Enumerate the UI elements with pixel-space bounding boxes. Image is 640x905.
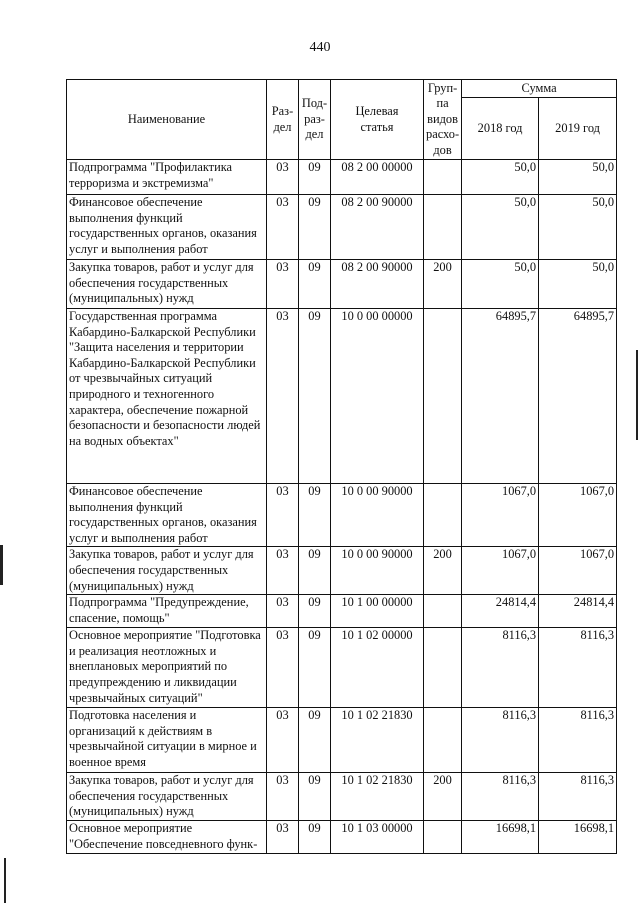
- table-row: [67, 595, 617, 628]
- row-target: 10 1 00 00000: [331, 595, 424, 628]
- header-name: Наименование: [67, 80, 267, 160]
- row-sum-2019: 1067,0: [539, 484, 617, 547]
- row-subsection: 09: [299, 484, 331, 547]
- header-subsection: Под- раз- дел: [299, 80, 331, 160]
- page-number: 440: [309, 40, 331, 55]
- table-body: [67, 160, 617, 854]
- row-name: Финансовое обеспечение выполнения функций государственных органов, оказания услуг и выполнения работ: [67, 484, 267, 547]
- row-section: 03: [267, 195, 299, 260]
- row-sum-2019: 1067,0: [539, 547, 617, 595]
- row-target: 08 2 00 00000: [331, 160, 424, 195]
- row-name: Закупка товаров, работ и услуг для обеспечения государственных (муниципальных) нужд: [67, 773, 267, 821]
- row-expense-group: 200: [424, 547, 462, 595]
- row-name: Закупка товаров, работ и услуг для обеспечения государственных (муниципальных) нужд: [67, 260, 267, 309]
- row-target: 10 1 02 00000: [331, 628, 424, 708]
- header-section: Раз- дел: [267, 80, 299, 160]
- row-target: 08 2 00 90000: [331, 195, 424, 260]
- row-sum-2018: 64895,7: [462, 309, 539, 484]
- row-sum-2018: 1067,0: [462, 547, 539, 595]
- row-target: 10 0 00 00000: [331, 309, 424, 484]
- row-sum-2019: 50,0: [539, 160, 617, 195]
- table-row: [67, 195, 617, 260]
- row-subsection: 09: [299, 820, 331, 853]
- row-target: 10 1 02 21830: [331, 708, 424, 773]
- row-subsection: 09: [299, 309, 331, 484]
- row-sum-2018: 1067,0: [462, 484, 539, 547]
- row-name: Основное мероприятие "Обеспечение повседневного функ-: [67, 820, 267, 853]
- table-row: [67, 820, 617, 853]
- row-section: 03: [267, 820, 299, 853]
- row-subsection: 09: [299, 547, 331, 595]
- row-name: Государственная программа Кабардино-Балкарской Республики "Защита населения и территории Кабардино-Балкарской Республики от чрезвычайных ситуаций природного и техногенного характера, обеспечение пожарной безопасности и безопасности людей на водных объектах": [67, 309, 267, 484]
- row-name: Финансовое обеспечение выполнения функций государственных органов, оказания услуг и выполнения работ: [67, 195, 267, 260]
- row-section: 03: [267, 595, 299, 628]
- row-name: Подпрограмма "Профилактика терроризма и экстремизма": [67, 160, 267, 195]
- row-target: 10 1 02 21830: [331, 773, 424, 821]
- row-subsection: 09: [299, 773, 331, 821]
- row-sum-2018: 16698,1: [462, 820, 539, 853]
- row-target: 08 2 00 90000: [331, 260, 424, 309]
- row-expense-group: 200: [424, 260, 462, 309]
- row-sum-2018: 8116,3: [462, 773, 539, 821]
- row-name: Закупка товаров, работ и услуг для обеспечения государственных (муниципальных) нужд: [67, 547, 267, 595]
- row-expense-group: [424, 160, 462, 195]
- row-section: 03: [267, 547, 299, 595]
- header-year-2019: 2019 год: [539, 98, 617, 160]
- scan-mark-right-edge: [636, 350, 638, 440]
- table-row: [67, 773, 617, 821]
- row-sum-2019: 8116,3: [539, 773, 617, 821]
- row-expense-group: [424, 309, 462, 484]
- row-expense-group: [424, 195, 462, 260]
- row-sum-2018: 8116,3: [462, 708, 539, 773]
- row-subsection: 09: [299, 628, 331, 708]
- table-row: [67, 260, 617, 309]
- row-sum-2019: 8116,3: [539, 708, 617, 773]
- row-subsection: 09: [299, 595, 331, 628]
- row-section: 03: [267, 708, 299, 773]
- row-sum-2018: 24814,4: [462, 595, 539, 628]
- budget-table: [66, 79, 617, 854]
- row-subsection: 09: [299, 260, 331, 309]
- row-target: 10 0 00 90000: [331, 484, 424, 547]
- table-row: [67, 484, 617, 547]
- row-target: 10 0 00 90000: [331, 547, 424, 595]
- row-subsection: 09: [299, 160, 331, 195]
- row-expense-group: [424, 484, 462, 547]
- row-section: 03: [267, 628, 299, 708]
- row-section: 03: [267, 484, 299, 547]
- row-sum-2018: 50,0: [462, 195, 539, 260]
- row-subsection: 09: [299, 195, 331, 260]
- header-target: Целевая статья: [331, 80, 424, 160]
- row-sum-2018: 50,0: [462, 160, 539, 195]
- table-row: [67, 708, 617, 773]
- row-expense-group: [424, 820, 462, 853]
- row-sum-2019: 16698,1: [539, 820, 617, 853]
- table-row: [67, 547, 617, 595]
- row-sum-2019: 8116,3: [539, 628, 617, 708]
- row-target: 10 1 03 00000: [331, 820, 424, 853]
- row-sum-2019: 50,0: [539, 195, 617, 260]
- row-sum-2019: 50,0: [539, 260, 617, 309]
- row-sum-2019: 64895,7: [539, 309, 617, 484]
- row-section: 03: [267, 773, 299, 821]
- row-name: Основное мероприятие "Подготовка и реализация неотложных и внеплановых мероприятий по предупреждению и ликвидации чрезвычайных ситуаций": [67, 628, 267, 708]
- scan-mark-bottom-edge: [4, 858, 6, 903]
- row-expense-group: [424, 628, 462, 708]
- table-row: [67, 628, 617, 708]
- row-sum-2018: 50,0: [462, 260, 539, 309]
- row-name: Подготовка населения и организаций к действиям в чрезвычайной ситуации в мирное и военное время: [67, 708, 267, 773]
- scan-mark-left-edge: [0, 545, 3, 585]
- row-section: 03: [267, 260, 299, 309]
- row-subsection: 09: [299, 708, 331, 773]
- table-row: [67, 309, 617, 484]
- row-sum-2018: 8116,3: [462, 628, 539, 708]
- header-expense-group: Груп- па видов расхо- дов: [424, 80, 462, 160]
- row-expense-group: [424, 708, 462, 773]
- header-year-2018: 2018 год: [462, 98, 539, 160]
- row-section: 03: [267, 160, 299, 195]
- row-expense-group: 200: [424, 773, 462, 821]
- header-sum: Сумма: [462, 80, 617, 98]
- row-name: Подпрограмма "Предупреждение, спасение, помощь": [67, 595, 267, 628]
- row-expense-group: [424, 595, 462, 628]
- row-sum-2019: 24814,4: [539, 595, 617, 628]
- row-section: 03: [267, 309, 299, 484]
- table-row: [67, 160, 617, 195]
